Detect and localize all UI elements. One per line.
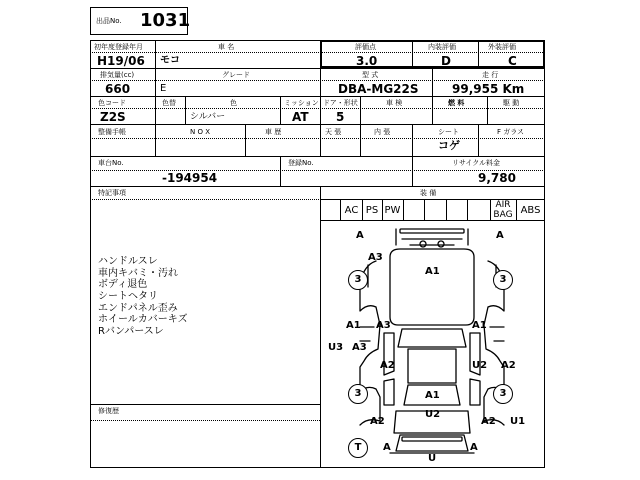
interior-label: 内装評価 [428,43,456,51]
seat-value: コゲ [438,139,460,152]
tire-rear-left: 3 [348,384,368,404]
damage-mark: A3 [368,252,383,263]
equip-pw: PW [384,205,401,216]
damage-mark: A1 [425,390,440,401]
tire-front-left: 3 [348,270,368,290]
damage-mark: A1 [425,266,440,277]
glass-label: F ガラス [497,128,525,136]
model-label: 車 名 [218,43,235,51]
note-line: ボディ退色 [98,279,148,290]
year-label: 初年度登録年月 [94,43,143,51]
equip-abs: ABS [520,205,541,216]
damage-mark: U2 [425,409,441,420]
type-value: DBA-MG22S [338,82,419,96]
interior-value: D [441,54,451,68]
note-line: ハンドルスレ [98,256,158,267]
damage-mark: A [383,442,391,453]
history-label: 車 歴 [265,128,282,136]
drive-label: 駆 動 [503,99,520,107]
interior-trim-label: 内 張 [374,128,391,136]
manual-label: 整備手帳 [98,128,126,136]
model-value: モコ [160,55,180,66]
nox-label: N O X [190,128,210,136]
note-line: エンドパネル歪み [98,303,178,314]
note-line: 車内キバミ・汚れ [98,268,178,279]
damage-mark: A [356,230,364,241]
damage-mark: A2 [370,416,385,427]
mission-value: AT [292,110,309,124]
registration-label: 登録No. [288,159,314,167]
type-label: 型 式 [362,71,379,79]
equip-ps: PS [365,205,379,216]
tire-rear-right: 3 [493,384,513,404]
lot-number: 1031 [140,10,191,31]
exterior-label: 外装評価 [488,43,516,51]
color-code-value: Z2S [100,110,126,124]
door-value: 5 [336,110,345,124]
color-sys-label: 色替 [162,99,176,107]
door-label: ドア・形状 [323,99,358,107]
recycle-label: リサイクル料金 [452,159,501,167]
damage-mark: A2 [481,416,496,427]
damage-mark: A2 [501,360,516,371]
score-value: 3.0 [356,54,378,68]
repair-label: 修復歴 [98,407,119,415]
spare-tire: T [348,438,368,458]
damage-mark: A2 [380,360,395,371]
damage-mark: A3 [376,320,391,331]
mission-label: ミッション [284,99,319,107]
chassis-value: -194954 [162,171,218,185]
damage-mark: U3 [328,342,344,353]
chassis-label: 車台No. [98,159,124,167]
inspect-label: 車 検 [386,99,403,107]
damage-mark: A1 [346,320,361,331]
notes-label: 特記事項 [98,189,126,197]
equipment-label: 装 備 [420,189,437,197]
damage-mark: A3 [352,342,367,353]
cc-value: 660 [105,82,131,96]
note-line: シートヘタリ [98,291,158,302]
km-label: 走 行 [482,71,499,79]
fuel-label: 燃 料 [448,99,465,107]
grade-value: E [160,83,167,94]
recycle-value: 9,780 [478,171,516,185]
note-line: ホイールカバーキズ [98,314,188,325]
note-line: Rバンパースレ [98,326,164,337]
damage-mark: A1 [472,320,487,331]
sunroof-label: 天 張 [325,128,342,136]
equip-ac: AC [344,205,359,216]
year-value: H19/06 [97,54,145,68]
damage-mark: A [470,442,478,453]
seat-label: シート [438,128,459,136]
lot-label: 出品No. [96,17,122,25]
cc-label: 排気量(cc) [100,71,135,79]
exterior-value: C [508,54,517,68]
equip-airbag: AIR BAG [493,200,513,220]
km-value: 99,955 Km [452,82,525,96]
damage-mark: U1 [510,416,526,427]
tire-front-right: 3 [493,270,513,290]
color-value: シルバー [190,112,226,122]
color-label: 色 [230,99,237,107]
damage-mark: U2 [472,360,488,371]
score-label: 評価点 [355,43,376,51]
grade-label: グレード [222,71,250,79]
color-code-label: 色コード [98,99,126,107]
damage-mark: A [496,230,504,241]
damage-mark: U [428,453,437,464]
